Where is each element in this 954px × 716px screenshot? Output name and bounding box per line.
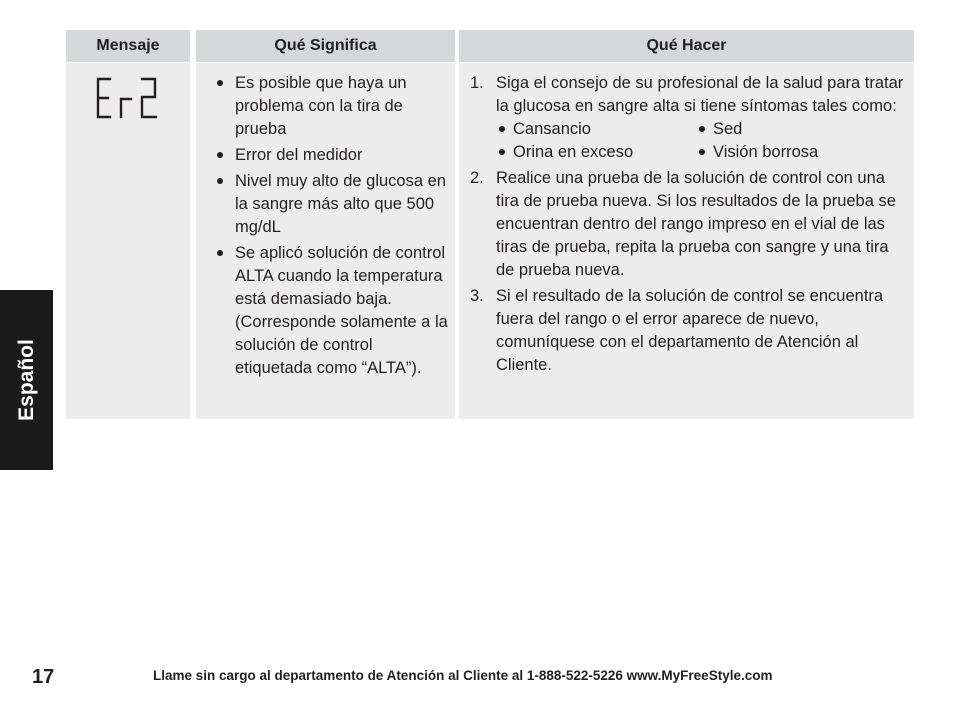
step-number: 2. <box>470 169 484 187</box>
symptom-item: Orina en exceso <box>496 141 696 164</box>
symptom-item: Visión borrosa <box>696 141 876 164</box>
footer-contact: Llame sin cargo al departamento de Atención al Cliente al 1-888-522-5226 www.MyFreeStyle.com <box>153 668 773 683</box>
lcd-error-display <box>96 77 158 124</box>
hacer-step-2 <box>470 167 906 282</box>
significa-item: Nivel muy alto de glucosa en la sangre más alto que 500 mg/dL <box>216 170 449 239</box>
symptom-item: Sed <box>696 118 876 141</box>
header-mensaje: Mensaje <box>66 30 190 62</box>
significa-item: Error del medidor <box>216 144 449 167</box>
hacer-step-3 <box>470 285 906 377</box>
significa-list <box>196 63 455 380</box>
symptom-grid <box>496 118 906 164</box>
lcd-er2-glyph <box>96 77 158 119</box>
mensaje-cell <box>66 63 190 419</box>
step-number: 3. <box>470 287 484 305</box>
significa-item: Se aplicó solución de control ALTA cuando la temperatura está demasiado baja. (Corresponde solamente a la solución de control etiquetada como “ALTA”). <box>216 242 449 380</box>
significa-item: Es posible que haya un problema con la tira de prueba <box>216 72 449 141</box>
symptom-item: Cansancio <box>496 118 696 141</box>
step-text: Realice una prueba de la solución de control con una tira de prueba nueva. Si los resultados de la prueba se encuentran dentro del rango impreso en el vial de las tiras de prueba, repita la prueba con sangre y una tira de prueba nueva. <box>496 169 896 279</box>
page-number: 17 <box>32 666 55 688</box>
que-significa-cell <box>196 63 455 419</box>
que-hacer-cell <box>459 63 914 419</box>
side-tab-label: Español <box>14 339 38 421</box>
header-que-significa: Qué Significa <box>196 30 455 62</box>
header-que-hacer: Qué Hacer <box>459 30 914 62</box>
step-text: Si el resultado de la solución de control se encuentra fuera del rango o el error aparece de nuevo, comuníquese con el departamento de Atención al Cliente. <box>496 287 884 374</box>
hacer-step-1 <box>470 72 906 164</box>
hacer-list <box>459 63 914 377</box>
step-text: Siga el consejo de su profesional de la salud para tratar la glucosa en sangre alta si tiene síntomas tales como: <box>496 74 904 115</box>
step-number: 1. <box>470 74 484 92</box>
language-side-tab <box>0 290 53 470</box>
